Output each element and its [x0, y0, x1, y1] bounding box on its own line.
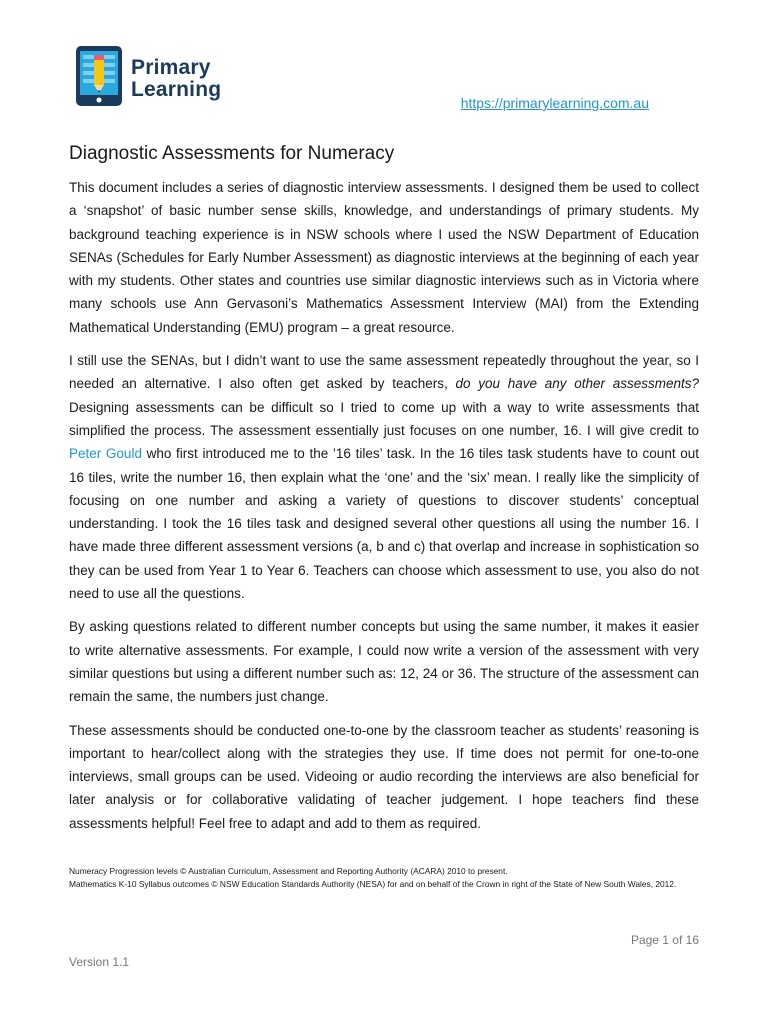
paragraph-text: Designing assessments can be difficult so I tried to come up with a way to write assessments that simplified the process. The assessment essentially just focuses on one number, 16. I will give credit to	[69, 399, 699, 438]
paragraph-text: I still use the SENAs, but I didn’t want to use the same assessment repeatedly throughout the year, so I needed an alternative. I also often get asked by teachers,	[69, 353, 699, 392]
brand-logo	[75, 45, 245, 107]
conduct-paragraph: These assessments should be conducted one-to-one by the classroom teacher as students’ reasoning is important to hear/collect along with the strategies they use. If time does not permit for one-to-one interviews, small groups can be used. Videoing or audio recording the interviews are also beneficial for later analysis or for collaborative validating of teacher judgement. I hope teachers find these assessments helpful! Feel free to adapt and add to them as required.	[69, 722, 699, 831]
page-number: Page 1 of 16	[630, 933, 699, 947]
alternative-assessment-paragraph	[69, 349, 699, 605]
website-link[interactable]: https://primarylearning.com.au	[460, 95, 649, 111]
version-label: Version 1.1	[69, 955, 130, 969]
document-body	[69, 176, 699, 845]
italic-question: do you have any other assessments?	[455, 376, 699, 392]
footnotes	[69, 865, 709, 891]
logo-wordmark	[131, 57, 221, 101]
footnote-nesa: Mathematics K-10 Syllabus outcomes © NSW Education Standards Authority (NESA) for and on behalf of the Crown in right of the State of New South Wales, 2012.	[69, 879, 677, 889]
peter-gould-link[interactable]: Peter Gould	[69, 446, 142, 462]
tablet-pencil-icon	[75, 45, 123, 107]
number-concepts-paragraph: By asking questions related to different number concepts but using the same number, it makes it easier to write alternative assessments. For example, I could now write a version of the assessment with very similar questions but using a different number such as: 12, 24 or 36. The structure of the assessment can remain the same, the numbers just change.	[69, 619, 699, 705]
footnote-acara: Numeracy Progression levels © Australian Curriculum, Assessment and Reporting Authority (ACARA) 2010 to present.	[69, 866, 508, 876]
page-title: Diagnostic Assessments for Numeracy	[69, 143, 395, 164]
logo-line-learning: Learning	[131, 78, 222, 101]
logo-line-primary: Primary	[131, 56, 211, 79]
paragraph-text: who first introduced me to the ’16 tiles’ task. In the 16 tiles task students have to count out 16 tiles, write the number 16, then explain what the ‘one’ and the ‘six’ mean. I really like the simplicity of focusing on one number and asking a variety of questions to discover students’ conceptual understanding. I took the 16 tiles task and designed several other questions all using the number 16. I have made three different assessment versions (a, b and c) that overlap and increase in sophistication so they can be used from Year 1 to Year 6. Teachers can choose which assessment to use, you also do not need to use all the questions.	[69, 446, 699, 602]
intro-paragraph: This document includes a series of diagnostic interview assessments. I designed them be used to collect a ‘snapshot’ of basic number sense skills, knowledge, and understandings of primary students. My background teaching experience is in NSW schools where I used the NSW Department of Education SENAs (Schedules for Early Number Assessment) as diagnostic interviews at the beginning of each year with my students. Other states and countries use similar diagnostic interviews such as in Victoria where many schools use Ann Gervasoni’s Mathematics Assessment Interview (MAI) from the Extending Mathematical Understanding (EMU) program – a great resource.	[69, 180, 699, 335]
